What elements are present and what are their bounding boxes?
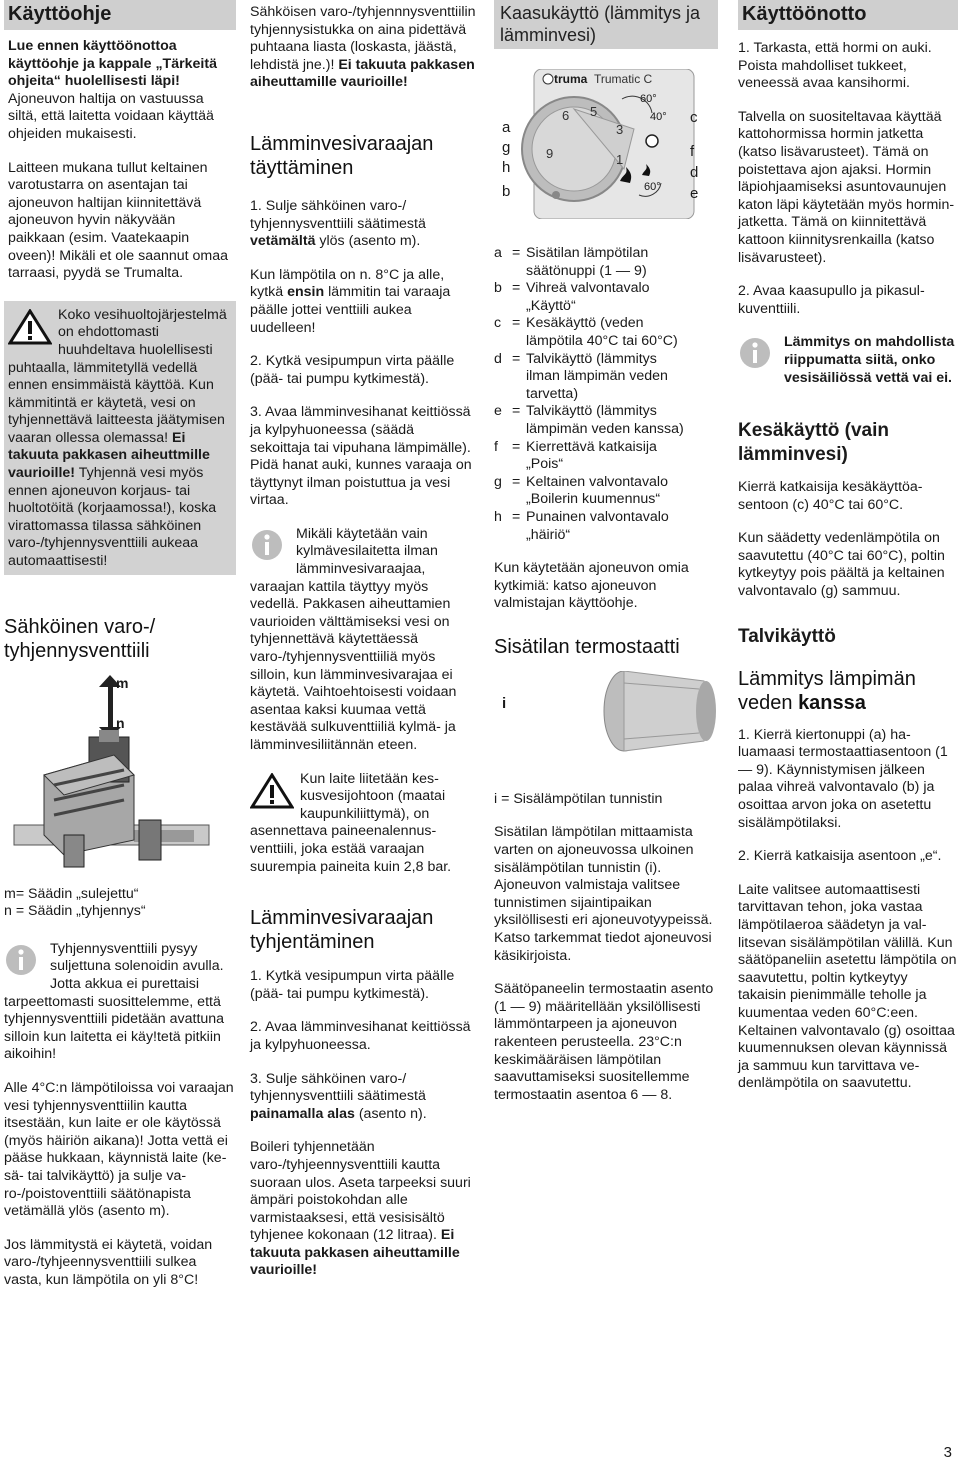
fill-step-2: 2. Kytkä vesipumpun virta päälle (pää- tai pumpu kytkimestä). (250, 353, 455, 387)
legend-key: e (494, 403, 502, 420)
warning-paragraph-pressure (250, 771, 476, 877)
heading-winter: Talvikäyttö (738, 625, 836, 647)
fill-step-1-tail: ylös (asento m). (315, 233, 421, 250)
callout-f: f (690, 143, 695, 160)
callout-g: g (502, 139, 511, 156)
dial-number-1: 1 (616, 152, 624, 167)
column-3 (494, 0, 718, 1120)
callout-h: h (502, 159, 511, 176)
legend-value (526, 351, 718, 404)
sticker-paragraph: Laitteen mukana tullut keltainen varotustarra on asentajan tai ajoneuvon haltijan kiinnitettävä ajoneuvon hyvin näkyvään paikkaan (esim. Vaatekaapin oveen)! Mikäli et ole saannut omaa tarraasi, pyydä se Trumalta. (8, 159, 229, 282)
legend-key: h (494, 508, 502, 525)
legend-value-line-1: Sisätilan lämpötilan (526, 245, 649, 261)
fill-step-3: 3. Avaa lämminvesihanat keittiössä ja kylpyhuoneessa (säädä sekoittaja tai vipuhana lämpimälle). Pidä hanat auki, kunnes varaaja on täyttynyt ilman poistuttua ja vesi virtaa. (250, 404, 472, 509)
legend-value-line-3: tarvetta) (526, 385, 579, 402)
warning-text-1: Koko vesihuoltojärjestelmä on ehdottomasti huuhdeltava huolellisesti puhtaalla, lämmitetyllä vedellä ennen ensimmäistä käyttöä. Kun kämmitintä er käytetä, vesi on tyhjennettävä laitteesta jäätymisen vaaran ollessa olemassa! (8, 306, 227, 446)
column-2 (250, 0, 476, 1296)
legend-i: i = Sisälämpötilan tunnistin (494, 790, 663, 807)
section-title-gas: Kaasukäyttö (lämmitys ja lämminvesi) (494, 0, 718, 49)
info-text-heating: Lämmitys on mahdollista riippumatta siitä, onko vesisäiliössä vettä vai ei. (784, 334, 955, 386)
intro-paragraph (8, 38, 230, 144)
empty-step-3 (250, 1071, 476, 1124)
legend-eq: = (512, 315, 521, 332)
panel-brand: truma (554, 72, 588, 86)
legend-value (526, 474, 718, 509)
section-title-kayttoohje: Käyttöohje (4, 0, 236, 30)
empty-step-1: 1. Kytkä vesipumpun virta päälle (pää- tai pumpu kytkimestä). (250, 968, 455, 1002)
panel-model: Trumatic C (594, 72, 653, 86)
dial-number-5: 5 (590, 104, 598, 119)
fill-note-bold: ensin (287, 284, 325, 301)
heading-warm-text: Lämmitys lämpimän veden (738, 667, 916, 714)
warning-text-2: Tyhjennä vesi myös ennen ajoneuvon korjaus- tai huoltotöitä (korjaamossa!), koska virattomassa tilassa sähköinen varo-/tyhjennysventtiili aukeaa automaattisesti! (8, 465, 217, 570)
legend-value (526, 280, 718, 315)
winter-step-1: 1. Kierrä kiertonuppi (a) haluamaasi termostaattiasentoon (1 — 9). Käynnistymisen jälkeen palaa vihreä valvontavalo (b) ja osoittaa arvon joka on asetettu sisälämpötilaksi. (738, 726, 948, 831)
info-icon (250, 528, 290, 562)
legend-key: d (494, 350, 502, 367)
empty-step-3-text: 3. Sulje sähköinen varo-/ tyhjennysventtiili säätimestä (250, 1070, 426, 1105)
info-icon (738, 336, 778, 370)
panel-60-top: 60° (640, 93, 657, 105)
legend-m: m= Säädin „sulejettu“ (4, 885, 139, 902)
info-text-cold-water: Mikäli käytetään vain kylmävesilaitetta ilman lämminvesivaraajaa, varaajan kattila täyttyy myös vedellä. Pakkasen aiheuttamien vaurioiden välttämiseksi vesi on tyhjennettävä käytettäessä varo-/tyhjennysventtiiliä myös silloin, kun lämminvesivarajaa ei käytetä. Vaihtoehtoisesti voidaan asentaa kaksi kuumaa vettä kestävää sulkuventtiiliä kylmä- ja lämminvesiliitännän eteen. (250, 525, 457, 753)
legend-value-line-1: Punainen valvontavalo (526, 508, 669, 525)
paragraph-winter-flue: Talvella on suositeltavaa käyttää kattohormissa hormin jatketta (katso lisävarusteet). Tämä on poistettava ajon ajaksi. Hormin läpiohjaamiseksi asuntovaunujen katon läpi käytetään myös horminjatketta. Tämä on kiinnitettävä kattoon kiinnitysrenkailla (katso lisävarusteet). (738, 108, 955, 266)
legend-eq: = (512, 280, 521, 297)
legend-value-line-2: „Boilerin kuumennus“ (526, 491, 661, 508)
empty-step-2: 2. Avaa lämminvesihanat keittiössä ja kylpyhuoneessa. (250, 1019, 471, 1053)
legend-key: g (494, 473, 502, 490)
legend-eq: = (512, 438, 521, 455)
legend-value-line-1: Keltainen valvontavalo (526, 473, 668, 490)
panel-60-bottom: 60° (644, 181, 661, 193)
figure-label-m: m (116, 674, 129, 691)
drain-clean-text: Sähköisen varo-/tyhjennnysventtiilin tyhjennysistukka on aina pidettävä puhtaana liasta (loskasta, jäästä, lehdistä jne.)! (250, 4, 476, 73)
legend-value (526, 403, 718, 438)
legend-item-e (494, 403, 718, 438)
heading-thermostat: Sisätilan termostaatti (494, 635, 680, 658)
paragraph-vehicle-switches: Kun käytetään ajoneuvon omia kytkimiä: katso ajoneuvon valmistajan käyttöohje. (494, 560, 689, 612)
valve-figure (4, 675, 214, 880)
warning-icon (8, 309, 52, 345)
fill-note-tail: lämmitin tai varaaja päälle jottei venttiili aukea uudelleen! (250, 284, 451, 336)
legend-value-line-1: Talvikäyttö (lämmitys (526, 403, 657, 420)
warning-bold-text: Ei takuuta pakkasen aiheuttmille vaurioille! (8, 429, 210, 482)
empty-step-4 (250, 1139, 476, 1280)
legend-item-d (494, 351, 718, 404)
legend-value-line-1: Vihreä valvontavalo (526, 280, 650, 297)
paragraph-heating-off: Jos lämmitystä ei käytetä, voidan varo-/tyhjeennysventtiili sulkea vasta, kun lämpötila on yli 8°C! (4, 1236, 213, 1288)
dial-number-6: 6 (562, 108, 570, 123)
legend-value-line-1: Talvikäyttö (lämmitys (526, 350, 657, 367)
fill-step-1-bold: vetämältä (250, 233, 316, 250)
callout-d: d (690, 164, 699, 181)
warning-text-pressure: Kun laite liitetään keskusvesijohtoon (maatai kaupunkiliittymä), on asennettava paineenalennusventtiili, joka estää varaajan suurempia paineita kuin 2,8 bar. (250, 770, 452, 875)
legend-value-line-1: Kierrettävä katkaisija (526, 438, 657, 455)
heading-warm-bold: kanssa (798, 691, 866, 714)
legend-item-c (494, 315, 718, 350)
control-panel-illustration (494, 69, 718, 219)
legend-value-line-2: „Pois“ (526, 456, 564, 473)
sensor-figure (494, 671, 718, 771)
paragraph-low-temp: Alle 4°C:n lämpötiloissa voi varaajan vesi tyhjennysventtiilin kautta itsestään, kun laite er ole käytössä (myös häiriön aikana)! Jotta vettä ei pääse hukkaan, käynnistä laite (kesä- tai talvikäyttö) ja sulje varo-/poistoventtiili säätönapista vetämällä ylös (asento m). (4, 1079, 234, 1220)
summer-step-2: Kun säädetty vedenlämpötila on saavutettu (40°C tai 60°C), poltin kytkeytyy pois päältä ja keltainen valvontavalo (g) sammuu. (738, 530, 945, 600)
legend-value (526, 245, 718, 280)
legend-item-f (494, 439, 718, 474)
sensor-illustration (494, 671, 718, 771)
empty-step-4-bold: Ei takuuta pakkasen aiheuttamille vaurioille! (250, 1227, 460, 1279)
control-panel-figure (494, 69, 718, 219)
intro-rest-text: Ajoneuvon haltija on vastuussa siltä, että laitetta voidaan käyttää ohjeiden mukaisesti. (8, 90, 214, 142)
warning-box-rinse (4, 301, 236, 575)
legend-value-line-2: „häiriö“ (526, 526, 571, 543)
empty-step-3-tail: (asento n). (354, 1105, 427, 1122)
legend-value-line-2: „Käyttö“ (526, 297, 576, 314)
panel-legend (494, 245, 718, 544)
paragraph-drain-clean (250, 4, 476, 92)
sensor-label-i: i (502, 694, 507, 712)
paragraph-thermostat-setting: Säätöpaneelin termostaatin asento (1 — 9) määritellään yksilöllisesti lämmöntarpeen ja ajoneuvon rakenteen perusteella. 23°C:n keskimääräisen lämpötilan saavuttamiseksi suositellemme termostaatin asentoa 6 — 8. (494, 981, 714, 1103)
callout-b: b (502, 183, 511, 200)
column-1 (4, 0, 236, 1306)
legend-eq: = (512, 473, 521, 490)
drain-clean-bold: Ei takuuta pakkasen aiheuttamille vaurioille! (250, 56, 475, 91)
heading-valve: Sähköinen varo-/ tyhjennysventtiili (4, 615, 156, 662)
warning-icon (250, 773, 294, 809)
empty-step-4-text: Boileri tyhjennetään varo-/tyhjeennysventtiili kautta suoraan ulos. Aseta tarpeeksi suuri ämpäri poistokohdan alle varmistaaksesi, että vesisisältö tyhjenee kokonaan (12 litraa). (250, 1139, 471, 1244)
legend-value-line-2: lämpimän veden kanssa) (526, 420, 684, 437)
legend-n: n = Säädin „tyhjennys“ (4, 903, 146, 920)
panel-40: 40° (650, 111, 667, 123)
startup-step-1: 1. Tarkasta, että hormi on auki. Poista mahdolliset tukkeet, veneessä avaa kansihormi. (738, 40, 932, 92)
info-paragraph-heating (738, 334, 958, 387)
legend-item-g (494, 474, 718, 509)
column-4 (738, 0, 958, 1109)
legend-eq: = (512, 508, 521, 525)
legend-eq: = (512, 350, 521, 367)
summer-step-1: Kierrä katkaisija kesäkäyttöasentoon (c) 40°C tai 60°C. (738, 479, 923, 513)
legend-key: b (494, 280, 502, 297)
callout-c: c (690, 109, 698, 126)
fill-note-text: Kun lämpötila on n. 8°C ja alle, kytkä (250, 266, 445, 301)
legend-key: a (494, 245, 502, 261)
intro-box (4, 0, 236, 289)
heading-warm-water (738, 667, 958, 715)
legend-eq: = (512, 245, 521, 261)
intro-bold-text: Lue ennen käyttöönottoa käyttöohje ja kappale „Tärkeitä ohjeita“ huolellisesti läpi! (8, 38, 217, 90)
info-paragraph-cold-water (250, 526, 476, 755)
fill-step-1-text: 1. Sulje sähköinen varo-/ tyhjennysventtiili säätimestä (250, 197, 426, 232)
valve-illustration (4, 675, 214, 880)
legend-item-h (494, 509, 718, 544)
fill-step-1 (250, 198, 476, 251)
legend-value (526, 315, 718, 350)
dial-number-3: 3 (616, 122, 624, 137)
legend-key: c (494, 315, 502, 332)
legend-value-line-2: ilman lämpimän veden (526, 368, 668, 385)
dial-number-9: 9 (546, 146, 554, 161)
legend-eq: = (512, 403, 521, 420)
legend-value-line-2: lämpötila 40°C tai 60°C) (526, 332, 678, 349)
legend-value-line-2: säätönuppi (1 — 9) (526, 262, 647, 279)
callout-e: e (690, 185, 699, 202)
info-paragraph-valve (4, 941, 236, 1064)
empty-step-3-bold: painamalla alas (250, 1105, 355, 1122)
section-title-kayttoonotto: Käyttöönotto (738, 0, 958, 30)
winter-step-2: 2. Kierrä katkaisija asentoon „e“. (738, 848, 942, 865)
legend-item-b (494, 280, 718, 315)
legend-value (526, 439, 718, 474)
page-number: 3 (943, 1444, 952, 1461)
callout-a: a (502, 119, 511, 136)
winter-paragraph-auto: Laite valitsee automaattisesti tarvittavan tehon, joka vastaa lämpötilaeroa säädetyn ja vallitsevan sisälämpötilan välillä. Kun säätöpaneliin asetettu lämpötila on saavutettu, poltin kytkeytyy takaisin pienimmälle teholle ja kuumentaa veden 60°C:een. Keltainen valvontavalo (g) osoittaa kuumennuksen olevan käynnissä ja sammuu kun tarvittava vedenlämpötila on saavutettu. (738, 881, 957, 1092)
legend-key: f (494, 438, 498, 455)
paragraph-sensor: Sisätilan lämpötilan mittaamista varten on ajoneuvossa ulkoinen sisälämpötilan tunnistin (i). Ajoneuvon valmistaja valitsee tunnistimen sijaintipaikan yksilöllisesti eri ajoneuvotyypeissä. Katso tarkemmat tiedot ajoneuvosi käsikirjoista. (494, 824, 713, 964)
figure-label-n: n (116, 714, 125, 731)
legend-item-a (494, 245, 718, 280)
startup-step-2: 2. Avaa kaasupullo ja pikasulkuventtiili. (738, 283, 925, 317)
heading-summer: Kesäkäyttö (vain lämminvesi) (738, 420, 890, 466)
info-icon (4, 943, 44, 977)
heading-fill: Lämminvesivaraajan täyttäminen (250, 132, 434, 179)
info-text-valve: Tyhjennysventtiili pysyy suljettuna solenoidin avulla. Jotta akkua ei purettaisi tarpeettomasti suosittelemme, että tyhjennysventtiili pidetään avattuna silloin kun laitetta ei käy!tetä pitkiin aikoihin! (4, 940, 225, 1063)
heading-empty: Lämminvesivaraajan tyhjentäminen (250, 907, 434, 954)
legend-value-line-1: Kesäkäyttö (veden (526, 315, 644, 332)
legend-value (526, 509, 718, 544)
fill-step-1-note (250, 267, 476, 337)
